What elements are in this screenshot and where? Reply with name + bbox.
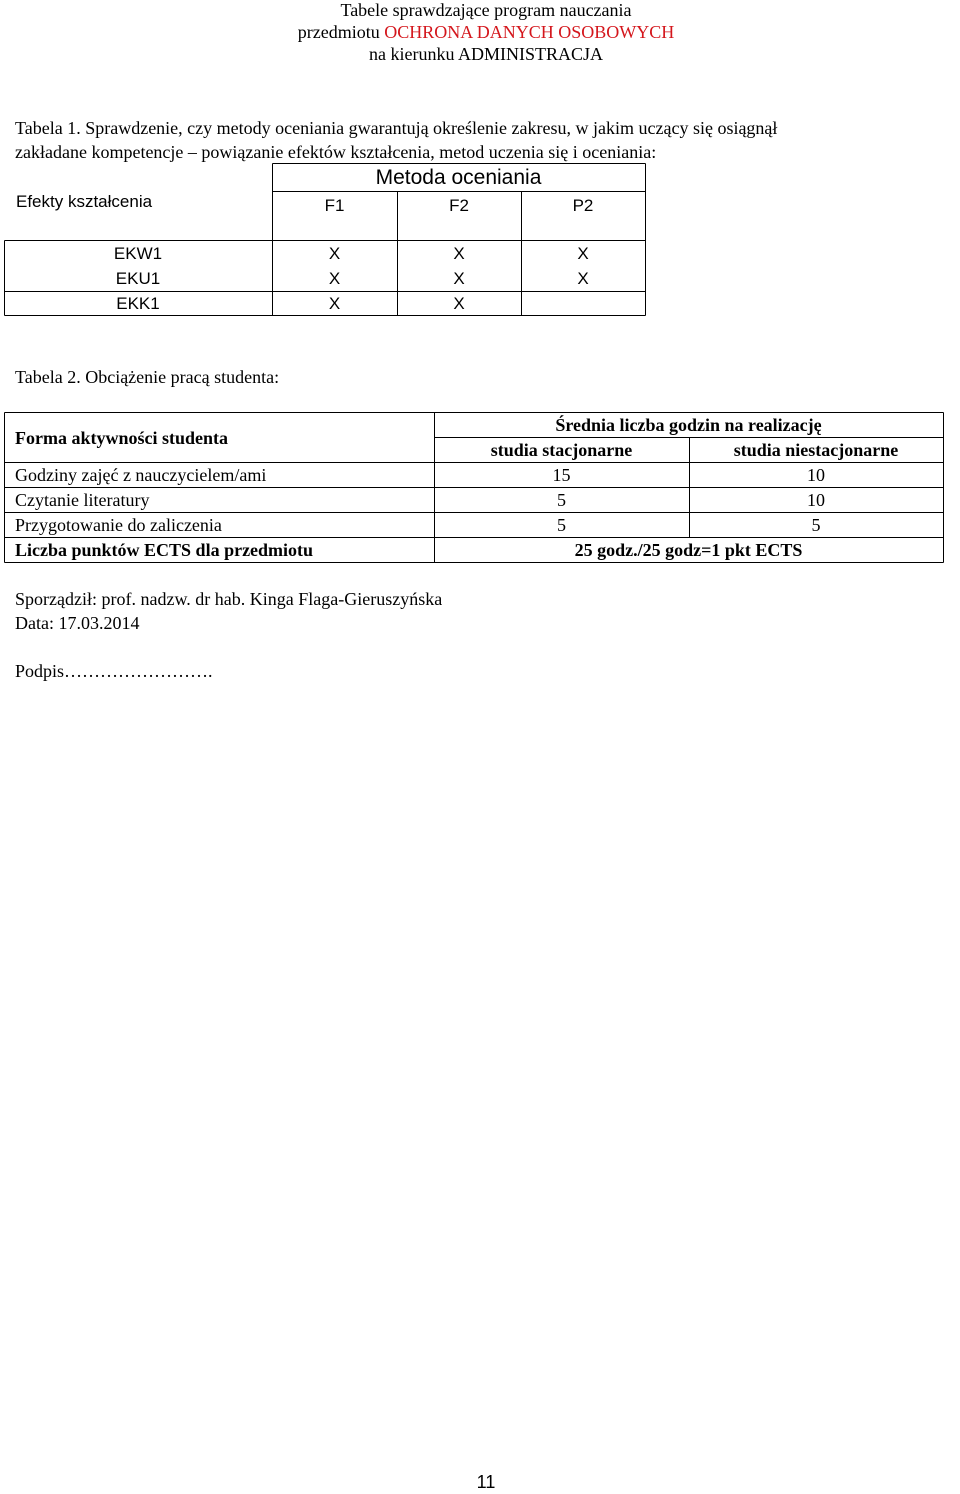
col-activity-header: Forma aktywności studenta xyxy=(15,428,229,448)
mark-cell: X xyxy=(453,269,465,288)
doc-title-line3: na kierunku ADMINISTRACJA xyxy=(369,44,603,64)
subject-name: OCHRONA DANYCH OSOBOWYCH xyxy=(384,22,675,42)
page-number: 11 xyxy=(476,1472,496,1492)
mark-cell: X xyxy=(328,269,341,288)
hours-full-time: 5 xyxy=(557,515,566,535)
mark-cell: X xyxy=(328,294,341,313)
activity-label: Godziny zajęć z nauczycielem/ami xyxy=(15,465,267,485)
effect-row-label: EKU1 xyxy=(115,269,161,288)
ects-label: Liczba punktów ECTS dla przedmiotu xyxy=(15,540,314,560)
hours-part-time: 5 xyxy=(811,515,821,535)
col-full-time-header: studia stacjonarne xyxy=(490,440,633,460)
doc-title-prefix: przedmiotu xyxy=(297,22,385,42)
signature-line: Podpis……………………. xyxy=(15,661,213,681)
method-p2: P2 xyxy=(572,196,594,215)
col-avg-hours-header: Średnia liczba godzin na realizację xyxy=(555,415,822,435)
method-f1: F1 xyxy=(324,196,345,215)
table1-caption-line1: Tabela 1. Sprawdzenie, czy metody oceniania gwarantują określenie zakresu, w jakim uczący się osiągnął xyxy=(15,118,778,138)
effect-row-label: EKK1 xyxy=(116,294,160,313)
author-line: Sporządził: prof. nadzw. dr hab. Kinga Flaga-Gieruszyńska xyxy=(15,589,443,609)
mark-cell: X xyxy=(577,269,589,288)
date-line: Data: 17.03.2014 xyxy=(15,613,140,633)
table1-caption-line2: zakładane kompetencje – powiązanie efektów kształcenia, metod uczenia się i oceniania: xyxy=(15,142,657,162)
col-method-header: Metoda oceniania xyxy=(375,166,542,189)
hours-full-time: 5 xyxy=(557,490,566,510)
hours-full-time: 15 xyxy=(552,465,571,485)
effect-row-label: EKW1 xyxy=(113,244,163,263)
doc-title-line1: Tabele sprawdzające program nauczania xyxy=(340,0,632,20)
activity-label: Czytanie literatury xyxy=(15,490,150,510)
col-effects-header: Efekty kształcenia xyxy=(16,192,153,211)
mark-cell: X xyxy=(577,244,589,263)
method-f2: F2 xyxy=(449,196,469,215)
mark-cell: X xyxy=(453,244,465,263)
ects-value: 25 godz./25 godz=1 pkt ECTS xyxy=(574,540,803,560)
table2-caption: Tabela 2. Obciążenie pracą studenta: xyxy=(15,367,280,387)
hours-part-time: 10 xyxy=(807,490,825,510)
col-part-time-header: studia niestacjonarne xyxy=(733,440,899,460)
hours-part-time: 10 xyxy=(807,465,825,485)
activity-label: Przygotowanie do zaliczenia xyxy=(15,515,222,535)
mark-cell: X xyxy=(328,244,341,263)
mark-cell: X xyxy=(453,294,465,313)
